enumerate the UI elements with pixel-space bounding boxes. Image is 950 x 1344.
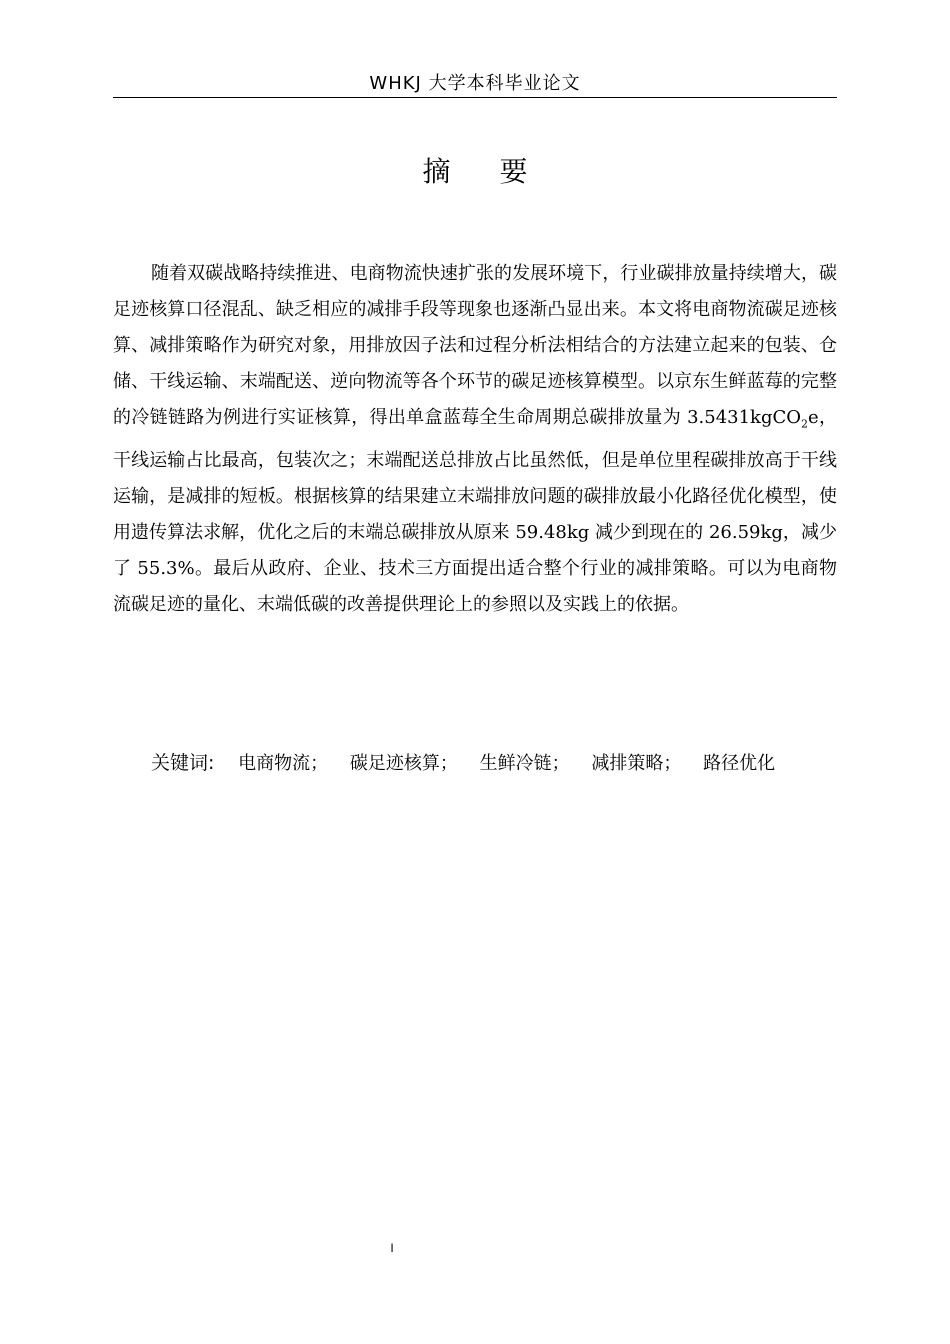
page-number: I [390,1241,394,1255]
keyword: 碳足迹核算 [349,753,440,774]
keyword: 电商物流 [238,753,311,774]
keyword-separator: ； [439,753,458,774]
abstract-text-part2: e，干线运输占比最高，包装次之；末端配送总排放占比虽然低，但是单位里程碳排放高于干线运输，是减排的短板。根据核算的结果建立末端排放问题的碳排放最小化路径优化模型，使用遗传算法求解，优化之后的末端总碳排放从原来 59.48kg 减少到现在的 26.59kg，减少了 55.3%。最后从政府、企业、技术三方面提出适合整个行业的减排策略。可以为电商物流碳足迹的量化、末端低碳的改善提供理论上的参照以及实践上的依据。 [113,407,837,615]
keywords-label: 关键词: [151,752,215,774]
abstract-body [113,256,837,623]
keyword-separator: ； [310,753,329,774]
abstract-text-part1: 随着双碳战略持续推进、电商物流快速扩张的发展环境下，行业碳排放量持续增大，碳足迹核算口径混乱、缺乏相应的减排手段等现象也逐渐凸显出来。本文将电商物流碳足迹核算、减排策略作为研究对象，用排放因子法和过程分析法相结合的方法建立起来的包装、仓储、干线运输、末端配送、逆向物流等各个环节的碳足迹核算模型。以京东生鲜蓝莓的完整的冷链链路为例进行实证核算，得出单盒蓝莓全生命周期总碳排放量为 3.5431kgCO [113,263,837,428]
keyword-separator: ； [663,753,682,774]
running-header: WHKJ 大学本科毕业论文 [369,73,581,94]
keywords-line [151,748,837,779]
abstract-title: 摘 要 [422,155,548,188]
keyword: 减排策略 [591,753,664,774]
keyword: 生鲜冷链 [479,753,552,774]
keyword-separator: ； [551,753,570,774]
keyword: 路径优化 [703,753,776,774]
co2-subscript: 2 [801,417,809,431]
header-rule [113,97,837,98]
